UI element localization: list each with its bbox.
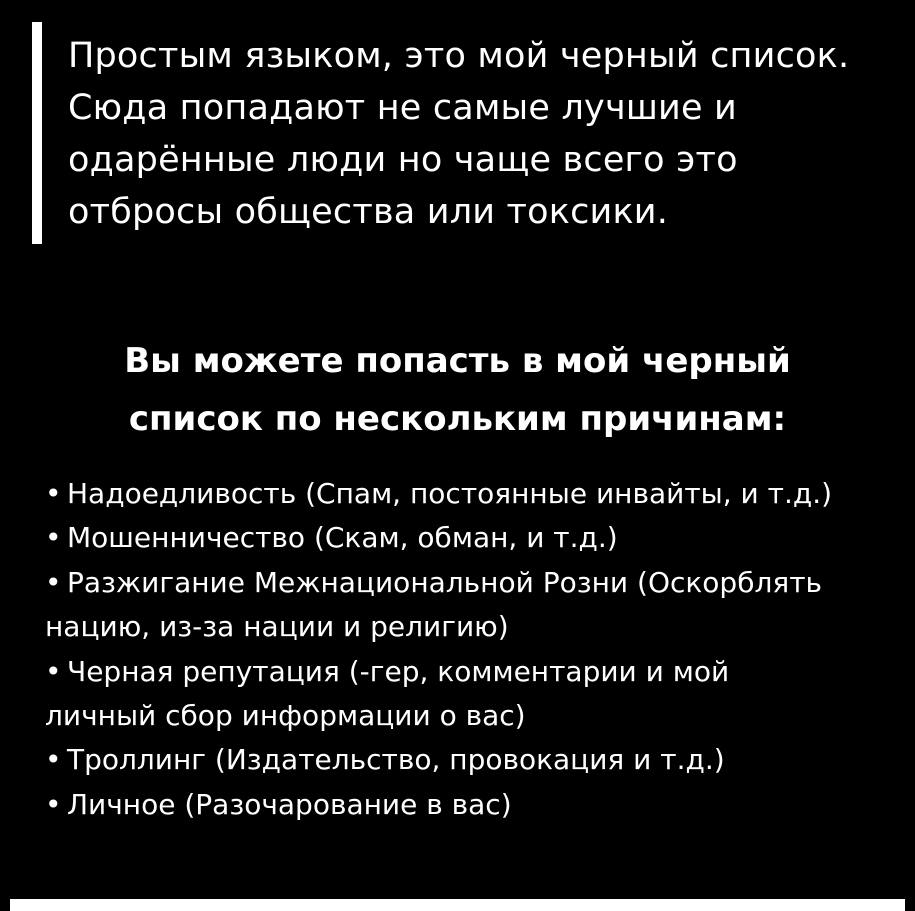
bullet-icon: •	[45, 743, 62, 777]
list-item-trolling	[45, 738, 895, 782]
reasons-heading	[0, 332, 915, 448]
bullet-icon: •	[45, 654, 62, 688]
heading-line: Вы можете попасть в мой черный	[124, 341, 791, 381]
intro-line: Простым языком, это мой черный список.	[68, 36, 850, 76]
list-item-text: Надоедливость (Спам, постоянные инвайты, и т.д.)	[67, 477, 833, 510]
bullet-icon: •	[45, 521, 62, 555]
list-item-continuation: нацию, из-за нации и религию)	[45, 610, 509, 644]
quote-accent-bar	[32, 22, 42, 244]
list-item-text: Мошенничество (Скам, обман, и т.д.)	[67, 521, 618, 555]
list-item-ethnic-hatred	[45, 561, 895, 605]
reasons-list	[45, 472, 895, 827]
bullet-icon: •	[45, 787, 62, 821]
intro-text	[68, 30, 898, 238]
intro-line: одарённые люди но чаще всего это	[68, 140, 738, 180]
intro-line: отбросы общества или токсики.	[68, 192, 669, 232]
heading-line: список по нескольким причинам:	[128, 399, 787, 439]
bottom-divider	[10, 899, 905, 911]
list-item-text: Разжигание Межнациональной Розни (Оскорблять	[67, 565, 823, 599]
list-item-text: Троллинг (Издательство, провокация и т.д.)	[67, 743, 725, 777]
list-item-personal	[45, 783, 895, 827]
list-item-fraud	[45, 516, 895, 560]
list-item-text: Личное (Разочарование в вас)	[67, 787, 512, 821]
intro-line: Сюда попадают не самые лучшие и	[68, 88, 737, 128]
list-item-bad-reputation	[45, 650, 895, 694]
bullet-icon: •	[45, 565, 62, 599]
bullet-icon: •	[45, 477, 62, 510]
list-item-continuation: личный сбор информации о вас)	[45, 699, 526, 733]
list-item-annoyance	[45, 472, 895, 516]
intro-quote-block	[32, 22, 892, 244]
list-item-text: Черная репутация (-гер, комментарии и мой	[67, 654, 730, 688]
